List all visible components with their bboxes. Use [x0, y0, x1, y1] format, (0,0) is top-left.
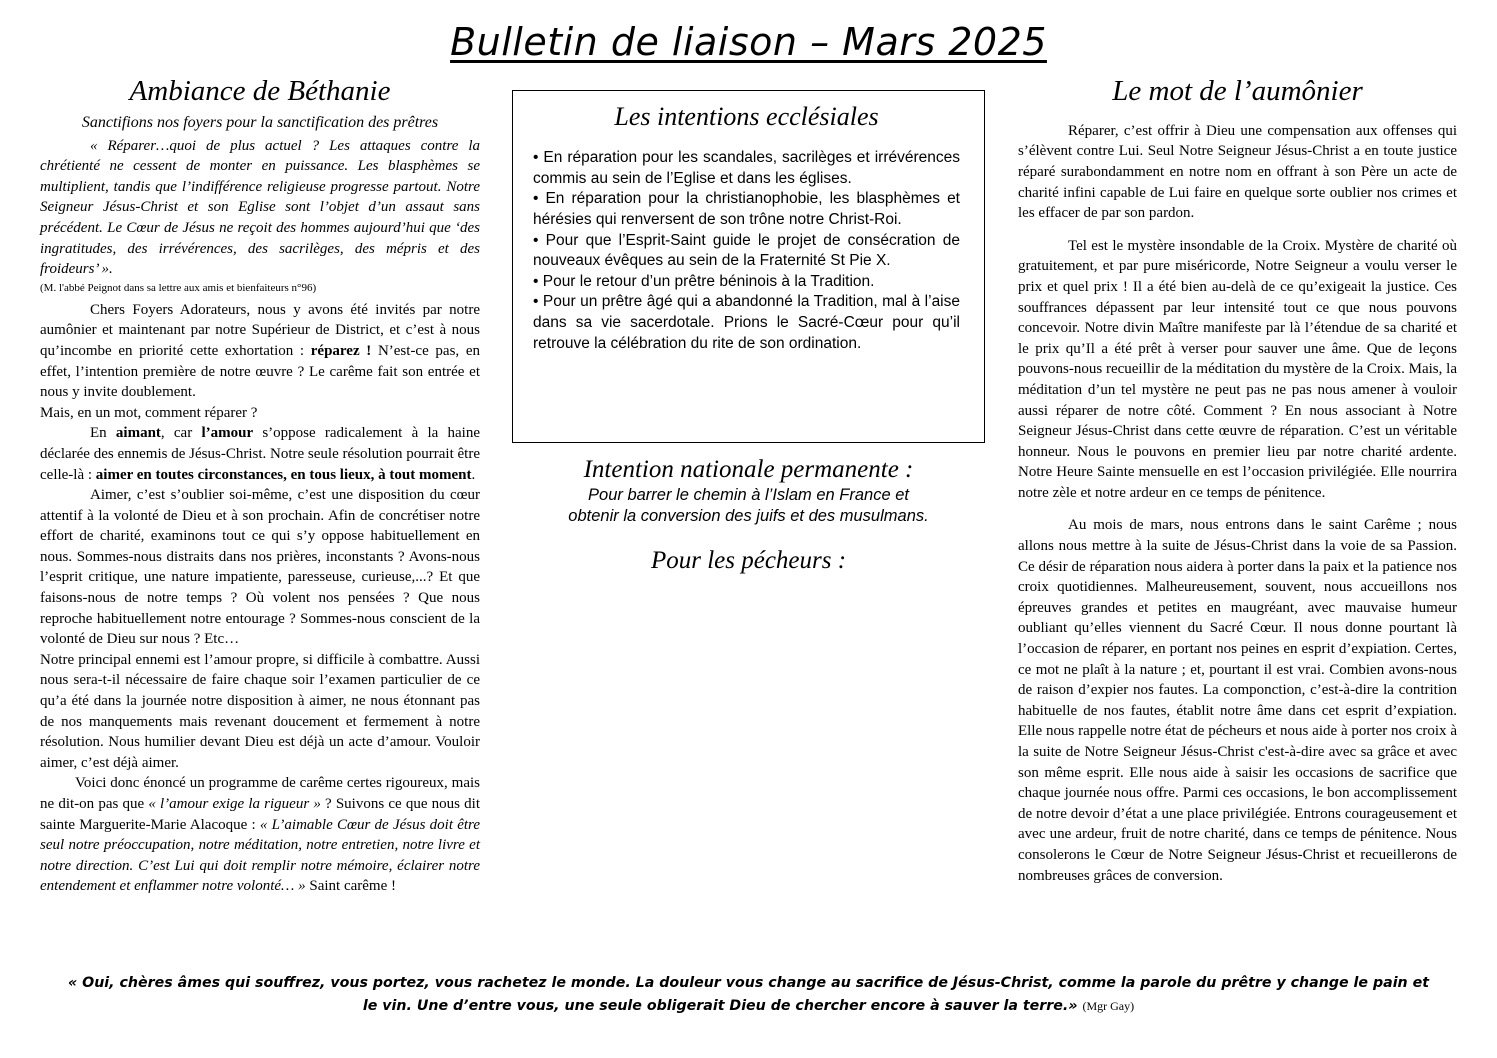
left-heading: Ambiance de Béthanie — [129, 75, 391, 107]
text-run: N’est-ce pas, en effet, l’intention première de notre œuvre ? Le carême fait son entrée et nous y invite doublement. — [40, 342, 480, 401]
footer-quote-text: « Oui, chères âmes qui souffrez, vous portez, vous rachetez le monde. La douleur vous change au sacrifice de Jésus-Christ, comme la parole du prêtre y change le pain et le vin. Une d’entre vous, une seule obligerait Dieu de chercher encore à sauver la terre.» — [67, 975, 1430, 1014]
left-paragraph-6 — [40, 773, 480, 897]
list-item: • Pour un prêtre âgé qui a abandonné la Tradition, mal à l’aise dans sa vie sacerdotale. Prions le Sacré-Cœur pour qu’il retrouve la célébration du rite de son ordination. — [533, 293, 960, 352]
footer-quote-source: (Mgr Gay) — [1082, 999, 1135, 1013]
footer-quote — [60, 972, 1437, 1018]
text-run: En — [90, 425, 116, 442]
list-item: • Pour le retour d’un prêtre béninois à la Tradition. — [533, 272, 875, 290]
bulletin-title: Bulletin de liaison – Mars 2025 — [450, 20, 1047, 64]
left-paragraph-1 — [40, 300, 480, 403]
text-run: Chers Foyers Adorateurs, nous y avons été invités par notre aumônier et maintenant par notre Supérieur de District, et c’est à nous qu’incombe en priorité cette exhortation : — [40, 301, 480, 359]
right-column — [1018, 74, 1457, 886]
emphasis-text: l’amour — [201, 425, 254, 442]
national-line: Pour barrer le chemin à l’Islam en France et — [588, 486, 909, 504]
right-paragraph-1: Réparer, c’est offrir à Dieu une compensation aux offenses qui s’élèvent contre Lui. Seul Notre Seigneur Jésus-Christ a en toute justice réparé surabondamment en notre nom en offrant à son Père un acte de charité infini capable de Lui faire en quelque sorte oublier nos crimes et les effacer de par son pardon. — [1018, 122, 1457, 222]
left-paragraph-5: Notre principal ennemi est l’amour propre, si difficile à combattre. Aussi nous sera-t-il nécessaire de faire chaque soir l’examen particulier de ce qu’a été dans la journée notre disposition à aimer, ne nous étonnant pas de nos manquements mais revenant doucement et fermement à notre résolution. Nous humilier devant Dieu est déjà un acte d’amour. Vouloir aimer, c’est déjà aimer. — [40, 651, 480, 771]
intentions-list — [533, 148, 960, 354]
intentions-heading: Les intentions ecclésiales — [614, 102, 879, 131]
italic-text: « l’amour exige la rigueur » — [148, 796, 321, 812]
sinners-heading: Pour les pécheurs : — [650, 547, 847, 574]
list-item: • Pour que l’Esprit-Saint guide le projet de consécration de nouveaux évêques au sein de la Fraternité St Pie X. — [533, 231, 960, 270]
emphasis-text: aimer en toutes circonstances, en tous lieux, à tout moment — [95, 466, 472, 483]
national-heading: Intention nationale permanente : — [583, 456, 914, 483]
italic-text: « L’aimable Cœur de Jésus doit être seul notre préoccupation, notre méditation, notre entretien, notre livre et notre direction. C’est Lui qui doit remplir notre mémoire, éclairer notre entendement et enflammer notre volonté… » — [40, 816, 480, 895]
list-item: • En réparation pour les scandales, sacrilèges et irrévérences commis au sein de l’Eglise et dans les églises. — [533, 149, 960, 187]
national-line: obtenir la conversion des juifs et des musulmans. — [568, 507, 929, 525]
text-run: s’oppose radicalement à la haine déclarée des ennemis de Jésus-Christ. Notre seule résolution pourrait être celle-là : — [40, 425, 481, 483]
left-column — [40, 74, 480, 897]
middle-column — [512, 90, 985, 575]
text-run: Saint carême ! — [305, 878, 396, 895]
left-paragraph-4: Aimer, c’est s’oublier soi-même, c’est une disposition du cœur attentif à la volonté de Dieu et à son prochain. Afin de concrétiser notre effort de charité, examinons tout ce qui s’y oppose habituellement en nous. Sommes-nous distraits dans nos prières, inconstants ? Avons-nous l’esprit critique, une nature impatiente, paresseuse, curieuse,...? Et que faisons-nous de notre temps ? Où volent nos pensées ? Que nous reproche habituellement notre entourage ? Sommes-nous conscient de la volonté de Dieu sur nous ? Etc… — [40, 487, 480, 648]
opening-quote: « Réparer…quoi de plus actuel ? Les attaques contre la chrétienté ne cessent de monter en puissance. Les blasphèmes se multiplient, tandis que l’indifférence religieuse progresse partout. Notre Seigneur Jésus-Christ et son Eglise sont l’objet d’un assaut sans précédent. Le Cœur de Jésus ne reçoit des hommes aujourd’hui que ‘des ingratitudes, des irrévérences, des sacrilèges, des mépris et des froideurs’ ». — [40, 137, 480, 278]
right-paragraph-3: Au mois de mars, nous entrons dans le saint Carême ; nous allons nous mettre à la suite de Jésus-Christ dans la voie de sa Passion. Ce désir de réparation nous aidera à porter dans la paix et la patience nos croix quotidiennes. Malheureusement, souvent, nous accueillons nos épreuves grandes et petites en maugréant, avec mauvaise humeur oubliant qu’elles viennent du Sacré Cœur. Il nous donne pourtant là l’occasion de réparer, en portant nos peines en esprit d’expiation. Certes, ce mot ne plaît à la nature ; et, pourtant il est vrai. Combien avons-nous de raison d’expier nos fautes. La componction, c’est-à-dire la contrition habituelle de nos fautes, établit notre âme dans cet esprit d’expiation. Elle nous rappelle notre état de pécheurs et nous aide à porter nos croix à la suite de Notre Seigneur Jésus-Christ c'est-à-dire avec sa grâce et avec son même esprit. Elle nous aide à saisir les occasions de sacrifice que chaque journée nous offre. Parmi ces occasions, le bon accomplissement de notre devoir d’état a une place privilégiée. Entrons courageusement et avec une ardeur, fruit de notre charité, dans ce temps de pénitence. Nous consolerons le Cœur de Notre Seigneur Jésus-Christ et recueillerons de nombreuses grâces de conversion. — [1018, 517, 1457, 884]
right-heading: Le mot de l’aumônier — [1112, 75, 1363, 107]
text-run: ? Suivons ce que nous dit sainte Marguerite-Marie Alacoque : — [40, 796, 481, 833]
list-item: • En réparation pour la christianophobie, les blasphèmes et hérésies qui renversent de son trône notre Christ-Roi. — [533, 190, 960, 228]
left-paragraph-2: Mais, en un mot, comment réparer ? — [40, 404, 258, 421]
quote-citation: (M. l'abbé Peignot dans sa lettre aux amis et bienfaiteurs n°96) — [40, 281, 317, 294]
emphasis-text: réparez ! — [310, 342, 372, 359]
text-run: Voici donc énoncé un programme de carême certes rigoureux, mais ne dit-on pas que — [40, 775, 480, 812]
text-run: , car — [160, 425, 202, 442]
intentions-box — [512, 90, 985, 443]
national-intention — [512, 455, 985, 527]
emphasis-text: aimant — [115, 425, 161, 442]
text-run: . — [471, 466, 476, 483]
left-subheading: Sanctifions nos foyers pour la sanctification des prêtres — [81, 113, 439, 131]
left-paragraph-3 — [40, 423, 480, 485]
right-paragraph-2: Tel est le mystère insondable de la Croix. Mystère de charité où gratuitement, et par pure miséricorde, Notre Seigneur a voulu verser le prix et quel prix ! Il a été bien au-delà de ce qu’exigeait la justice. Ces souffrances dépassent par leur intensité tout ce que nous pouvons concevoir. Notre divin Maître manifeste par là l’étendue de sa charité et le prix qu’Il a été prêt à verser pour sauver une âme. Que de leçons pouvons-nous recueillir de la méditation du mystère de la Croix. Mais, la méditation d’un tel mystère ne peut pas ne pas nous amener à vouloir aussi réparer de notre côté. Comment ? En nous associant à Notre Seigneur Jésus-Christ dans cette œuvre de réparation. C’est un véritable honneur. Nous le pouvons en premier lieu par notre charité ardente. Notre Heure Sainte mensuelle en est l’occasion privilégiée. Elle nourrira notre zèle et notre ardeur en ce temps de pénitence. — [1018, 237, 1457, 501]
